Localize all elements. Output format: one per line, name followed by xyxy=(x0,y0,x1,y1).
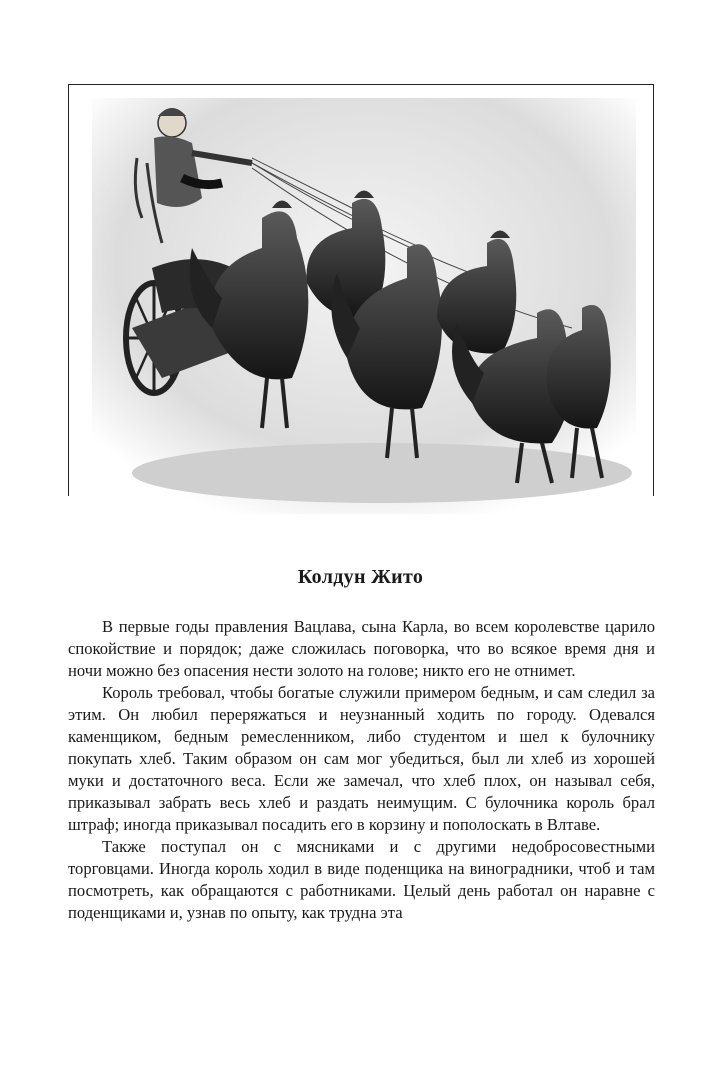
paragraph: Также поступал он с мясниками и с другими недобросовестными торговцами. Иногда король ходил в виде поденщика на виноградники, чтоб и там посмотреть, как обращаются с работниками. Целый день работал он наравне с поденщиками и, узнав по опыту, как трудна эта xyxy=(68,837,655,922)
body-text xyxy=(68,616,655,924)
chapter-title: Колдун Жито xyxy=(297,566,424,588)
illustration-roosters-chariot xyxy=(92,98,636,514)
paragraph: Король требовал, чтобы богатые служили примером бедным, и сам следил за этим. Он любил переряжаться и неузнанный ходить по городу. Одевался каменщиком, бедным ремесленником, либо студентом и шел к булочнику покупать хлеб. Таким образом он сам мог убедиться, был ли хлеб из хорошей муки и достаточного веса. Если же замечал, что хлеб плох, он называл себя, приказывал забрать весь хлеб и раздать неимущим. С булочника король брал штраф; иногда приказывал посадить его в корзину и пополоскать в Влтаве. xyxy=(68,683,655,834)
paragraph: В первые годы правления Вацлава, сына Карла, во всем королевстве царило спокойствие и порядок; даже сложилась поговорка, что во всякое время дня и ночи можно без опасения нести золото на голове; никто его не отнимет. xyxy=(68,617,655,680)
